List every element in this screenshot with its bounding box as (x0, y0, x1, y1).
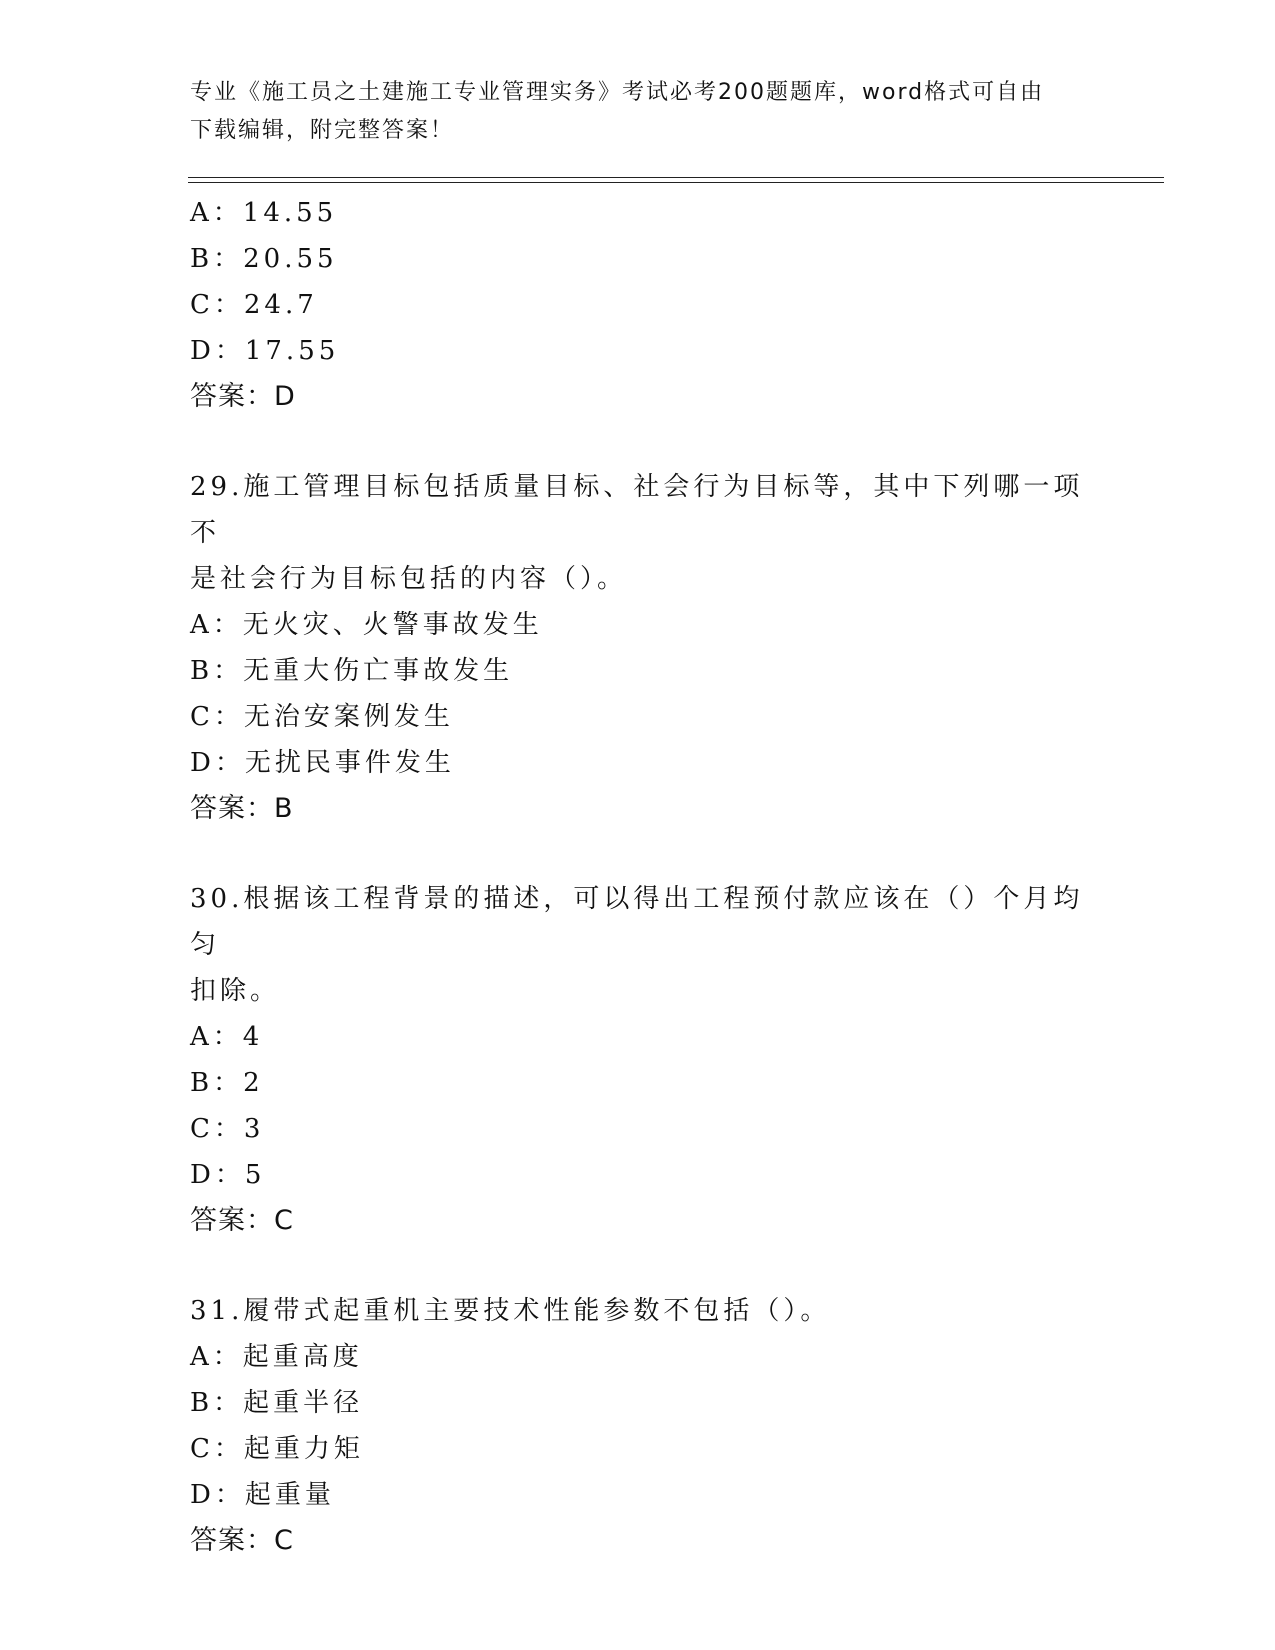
option-c: C：24.7 (190, 290, 318, 320)
answer-line: 答案：B (190, 793, 294, 824)
header-divider-bottom (188, 182, 1164, 183)
question-stem-line-2: 是社会行为目标包括的内容（）。 (190, 564, 628, 594)
option-a: A：起重高度 (190, 1342, 363, 1372)
option-b: B：起重半径 (190, 1388, 364, 1418)
option-d: D：17.55 (190, 336, 340, 366)
option-d: D：5 (190, 1160, 266, 1190)
question-stem-line-1: 31.履带式起重机主要技术性能参数不包括（）。 (190, 1296, 831, 1326)
option-c: C：起重力矩 (190, 1434, 364, 1464)
answer-line: 答案：D (190, 381, 296, 412)
document-header (190, 74, 1090, 150)
option-b: B：无重大伤亡事故发生 (190, 656, 514, 686)
question-list (190, 190, 1090, 1564)
option-c: C：3 (190, 1114, 265, 1144)
answer-line: 答案：C (190, 1525, 294, 1556)
option-a: A：4 (190, 1022, 264, 1052)
option-c: C：无治安案例发生 (190, 702, 454, 732)
option-a: A：14.55 (190, 198, 338, 228)
question-block-31 (190, 1288, 1090, 1564)
header-line-2: 下载编辑，附完整答案！ (190, 118, 455, 143)
option-d: D：起重量 (190, 1480, 335, 1510)
question-stem-line-1: 29.施工管理目标包括质量目标、社会行为目标等，其中下列哪一项不 (190, 472, 1084, 548)
question-stem-line-2: 扣除。 (190, 976, 281, 1006)
question-block-29 (190, 464, 1090, 832)
header-line-1: 专业《施工员之土建施工专业管理实务》考试必考200题题库，word格式可自由 (190, 80, 1045, 105)
option-a: A：无火灾、火警事故发生 (190, 610, 543, 640)
question-block-30 (190, 876, 1090, 1244)
option-d: D：无扰民事件发生 (190, 748, 455, 778)
option-b: B：2 (190, 1068, 264, 1098)
answer-line: 答案：C (190, 1205, 294, 1236)
question-stem-line-1: 30.根据该工程背景的描述，可以得出工程预付款应该在（）个月均匀 (190, 884, 1084, 960)
option-b: B：20.55 (190, 244, 338, 274)
question-block-prev (190, 190, 1090, 420)
header-divider-top (188, 177, 1164, 178)
